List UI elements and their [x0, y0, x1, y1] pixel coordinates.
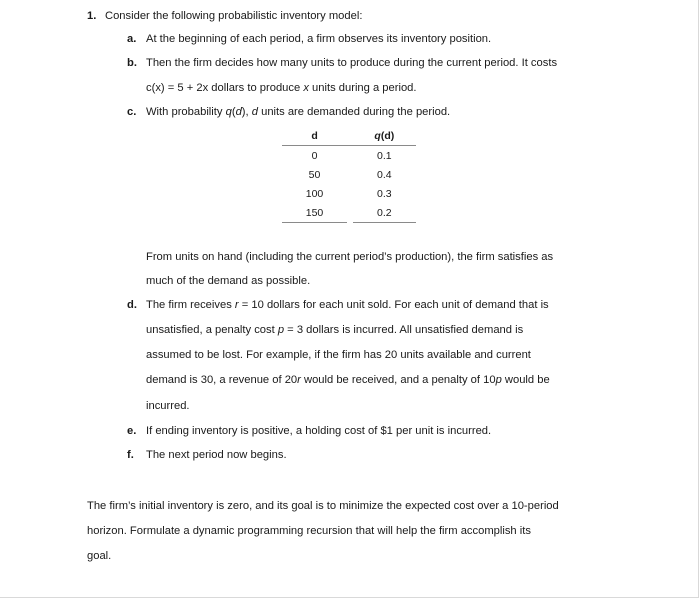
cell-d: 0	[311, 149, 318, 162]
item-c-marker: c.	[127, 106, 137, 118]
closing-line3: goal.	[87, 550, 112, 562]
item-d-line3: assumed to be lost. For example, if the firm has 20 units available and current	[146, 349, 531, 361]
item-d-marker: d.	[127, 299, 137, 311]
cell-q: 0.3	[377, 187, 392, 200]
cell-q: 0.2	[353, 203, 416, 223]
item-c-paren-open: (	[231, 106, 236, 118]
item-c-pre: With probability	[146, 106, 226, 118]
item-d-line2-pre: unsatisfied, a penalty cost	[146, 324, 278, 336]
item-d-line4-mid: would be received, and a penalty of 10	[300, 374, 496, 386]
after-table-line1: From units on hand (including the current period’s production), the firm satisfies as	[146, 251, 554, 263]
item-d-line2	[146, 323, 523, 337]
item-e-text: If ending inventory is positive, a holding cost of $1 per unit is incurred.	[146, 425, 492, 437]
table-row	[282, 184, 416, 203]
demand-probability-table	[282, 126, 416, 223]
item-d-line1-post: = 10 dollars for each unit sold. For each unit of demand that is	[238, 299, 549, 311]
item-c-var-d2: d	[251, 106, 258, 118]
item-d-var-p: p	[277, 324, 285, 336]
header-q-var: q	[374, 129, 381, 142]
table-row	[282, 165, 416, 184]
table-header-row	[282, 126, 416, 146]
item-d-line4-var-p: p	[495, 374, 502, 386]
item-d-var-r: r	[234, 299, 239, 311]
item-b-line2-var: x	[303, 82, 309, 94]
item-f-text: The next period now begins.	[146, 449, 287, 461]
closing-line2: horizon. Formulate a dynamic programming recursion that will help the firm accomplish its	[87, 525, 531, 537]
cell-d: 100	[305, 187, 324, 200]
item-d-line1	[146, 298, 549, 312]
problem-intro: Consider the following probabilistic inventory model:	[105, 10, 363, 22]
after-table-line2: much of the demand as possible.	[146, 275, 311, 287]
cell-d: 50	[308, 168, 321, 181]
item-c-post: units are demanded during the period.	[257, 106, 451, 118]
item-b-line2-post: units during a period.	[308, 82, 417, 94]
item-c-text	[146, 105, 450, 119]
problem-number: 1.	[87, 10, 97, 22]
item-d-line5: incurred.	[146, 400, 190, 412]
item-a-text: At the beginning of each period, a firm observes its inventory position.	[146, 33, 492, 45]
item-d-line1-pre: The firm receives	[146, 299, 235, 311]
closing-line1: The firm’s initial inventory is zero, and its goal is to minimize the expected cost over a 10-period	[87, 500, 559, 512]
item-b-line2-pre: c(x) = 5 + 2x dollars to produce	[146, 82, 304, 94]
cell-q: 0.1	[377, 149, 392, 162]
item-c-paren-close: ),	[241, 106, 252, 118]
item-b-marker: b.	[127, 57, 137, 69]
item-d-line4	[146, 373, 550, 387]
header-q	[353, 126, 416, 146]
header-d: d	[282, 126, 347, 146]
item-c-var-q: q	[225, 106, 232, 118]
item-b-line1: Then the firm decides how many units to produce during the current period. It costs	[146, 57, 558, 69]
header-q-arg: (d)	[380, 129, 395, 142]
cell-q: 0.4	[377, 168, 392, 181]
item-b-line2	[146, 81, 417, 95]
item-d-line2-post: = 3 dollars is incurred. All unsatisfied demand is	[284, 324, 524, 336]
item-d-line4-post: would be	[501, 374, 550, 386]
cell-d: 150	[282, 203, 347, 223]
item-d-line4-var-r: r	[297, 374, 301, 386]
table-row	[282, 146, 416, 166]
item-c-var-d: d	[235, 106, 242, 118]
item-a-marker: a.	[127, 33, 137, 45]
item-d-line4-pre: demand is 30, a revenue of 20	[146, 374, 298, 386]
item-e-marker: e.	[127, 425, 137, 437]
table-row	[282, 203, 416, 223]
item-f-marker: f.	[127, 449, 134, 461]
